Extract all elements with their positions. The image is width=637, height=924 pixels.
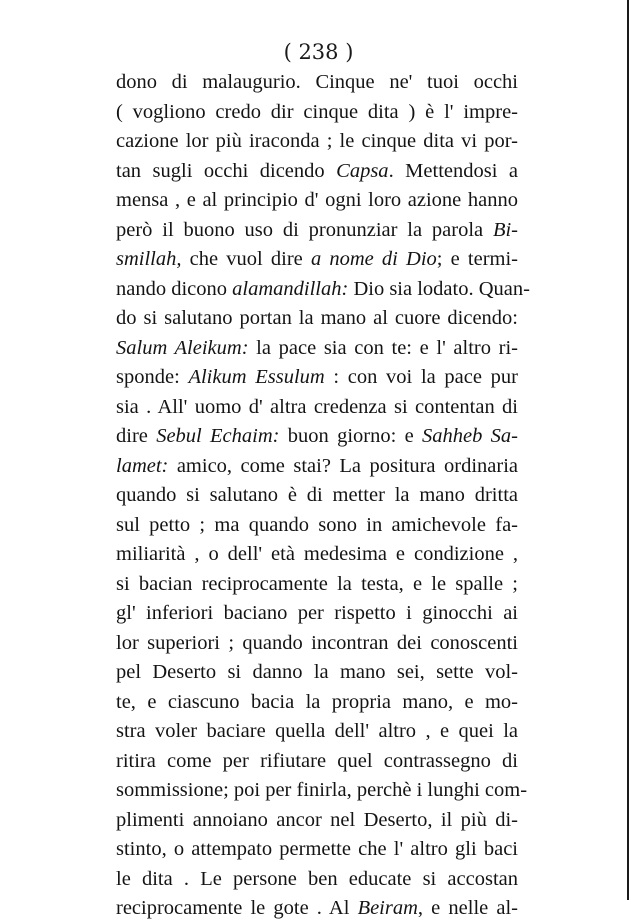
text-segment: tan sugli occhi dicendo (116, 159, 337, 182)
text-line (116, 216, 518, 246)
text-segment: mensa , e al principio d' ogni loro azione hanno (116, 189, 518, 211)
text-line (116, 629, 518, 659)
italic-text-segment: Bi- (492, 218, 518, 241)
text-line (116, 68, 518, 98)
text-line (116, 186, 518, 216)
text-segment: ritira come per rifiutare quel contrassegno di (116, 749, 518, 772)
text-segment: amico, come stai? La positura ordinaria (168, 454, 518, 477)
text-segment: le dita . Le persone ben educate si accostan (116, 867, 518, 890)
text-line (116, 570, 518, 600)
text-segment: plimenti annoiano ancor nel Deserto, il più di- (116, 808, 518, 831)
text-line (116, 511, 518, 541)
text-line (116, 806, 518, 836)
text-segment: la pace sia con te: e l' altro ri- (248, 336, 519, 359)
text-line (116, 275, 530, 305)
text-segment: lor superiori ; quando incontran dei conoscenti (116, 631, 518, 654)
text-segment: te, e ciascuno bacia la propria mano, e mo- (116, 690, 518, 713)
italic-text-segment: alamandillah: (232, 277, 349, 300)
text-line (116, 835, 518, 865)
text-line (116, 776, 528, 806)
italic-text-segment: a nome di Dio (310, 248, 437, 270)
text-segment: sponde: (116, 366, 189, 388)
text-line (116, 127, 518, 157)
text-segment: do si salutano portan la mano al cuore dicendo: (116, 307, 518, 329)
text-segment: ; e termi- (436, 248, 518, 270)
italic-text-segment: Capsa (336, 159, 389, 182)
text-line (116, 393, 518, 423)
italic-text-segment: Sebul Echaim: (156, 425, 280, 447)
text-segment: dire (116, 425, 157, 447)
text-segment: sommissione; poi per finirla, perchè i lunghi com- (116, 779, 528, 801)
text-line (116, 481, 518, 511)
text-segment: , e nelle al- (417, 897, 518, 919)
text-segment: gl' inferiori baciano per rispetto i ginocchi ai (116, 602, 518, 624)
text-line (116, 658, 518, 688)
italic-text-segment: Salum Aleikum: (116, 336, 249, 359)
italic-text-segment: lamet: (116, 454, 169, 477)
italic-text-segment: Sahheb Sa- (422, 425, 518, 447)
text-segment: stra voler baciare quella dell' altro , e quei la (116, 720, 518, 742)
page-edge-border (627, 0, 629, 900)
text-segment: . Mettendosi a (388, 159, 519, 182)
page-number: ( 238 ) (283, 40, 354, 64)
text-segment: stinto, o attempato permette che l' altro gli baci (116, 838, 518, 860)
text-segment: quando si salutano è di metter la mano dritta (116, 484, 518, 506)
text-segment: miliarità , o dell' età medesima e condizione , (116, 543, 518, 565)
text-line (116, 363, 518, 393)
text-segment: nando dicono (116, 277, 233, 300)
text-line (116, 540, 518, 570)
italic-text-segment: Alikum Essulum (188, 366, 325, 388)
italic-text-segment: Beiram (357, 897, 418, 919)
text-line (116, 865, 518, 895)
text-segment: cazione lor più iraconda ; le cinque dita vi por- (116, 130, 518, 152)
text-line (116, 334, 518, 364)
text-line (116, 894, 518, 924)
text-line (116, 452, 518, 482)
text-line (116, 304, 518, 334)
text-segment: dono di malaugurio. Cinque ne' tuoi occhi (116, 71, 518, 93)
text-segment: si bacian reciprocamente la testa, e le spalle ; (116, 572, 518, 595)
text-segment: sul petto ; ma quando sono in amichevole fa- (116, 513, 518, 536)
italic-text-segment: smillah, (116, 248, 182, 270)
text-segment: sia . All' uomo d' altra credenza si contentan di (116, 395, 518, 418)
text-segment: Dio sia lodato. Quan- (348, 277, 530, 300)
text-line (116, 599, 518, 629)
text-line (116, 688, 518, 718)
text-line (116, 245, 518, 275)
text-line (116, 157, 518, 187)
text-line (116, 98, 518, 128)
text-segment: : con voi la pace pur (324, 366, 518, 388)
text-segment: però il buono uso di pronunziar la parola (116, 218, 493, 241)
text-segment: reciprocamente le gote . Al (116, 897, 358, 919)
body-text (116, 68, 530, 924)
text-line (116, 422, 518, 452)
text-segment: pel Deserto si danno la mano sei, sette vol- (116, 661, 518, 683)
text-line (116, 717, 518, 747)
text-line (116, 747, 518, 777)
text-segment: buon giorno: e (279, 425, 423, 447)
text-segment: che vuol dire (181, 248, 311, 270)
text-segment: ( vogliono credo dir cinque dita ) è l' impre- (116, 100, 518, 123)
